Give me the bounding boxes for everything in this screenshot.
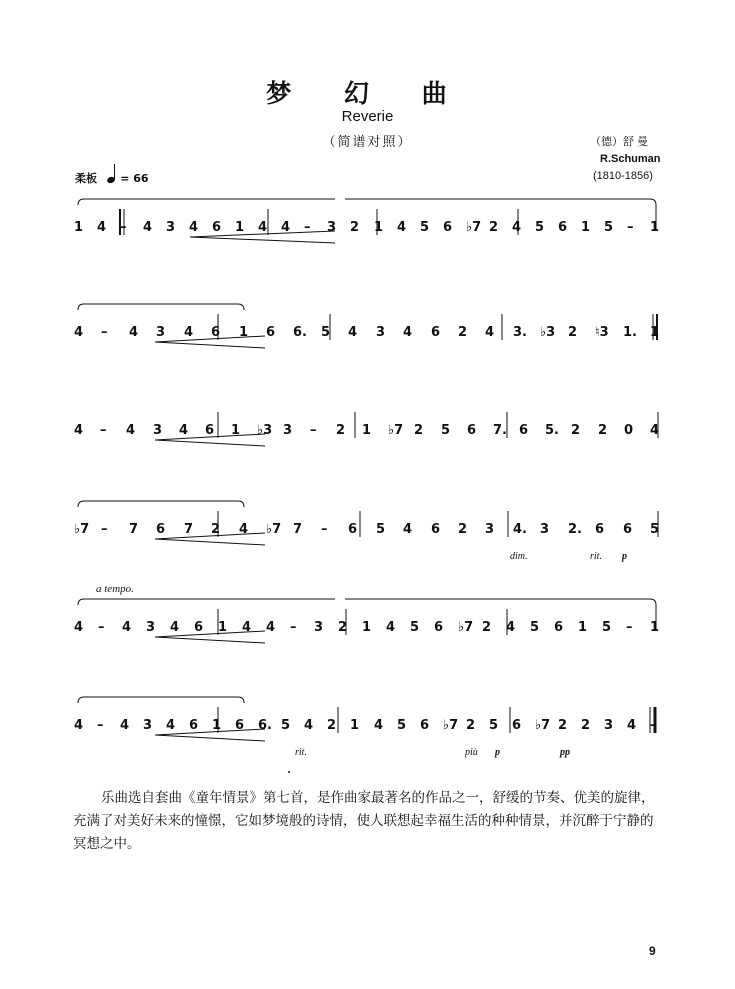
note-token: 4 [184,325,194,340]
note-token: 3 [327,220,337,235]
note-token: – [98,620,105,635]
note-token: 5 [321,325,331,340]
page-number: 9 [649,944,656,958]
note-token: 1 [218,620,228,635]
note-token: 4 [650,423,660,438]
note-token: 1 [239,325,249,340]
note-token: 4. [513,522,527,537]
note-token: 3 [143,718,153,733]
subtitle: Reverie [341,108,394,125]
page-title: 梦 幻 曲 [266,79,469,108]
note-token: 2 [489,220,499,235]
note-token: ♭7 [535,718,551,733]
note-token: 4 [386,620,396,635]
note-token: 6 [623,522,633,537]
note-token: 1 [212,718,222,733]
note-token: 6 [512,718,522,733]
note-token: 1 [231,423,241,438]
note-token: 7 [129,522,139,537]
note-token: 2 [327,718,337,733]
note-token: 6. [293,325,307,340]
note-token: ♭7 [74,522,90,537]
expression-mark: p [622,551,627,562]
note-token: 5 [650,522,660,537]
note-token: ♭3 [540,325,556,340]
note-token: – [101,522,108,537]
expression-mark: rit. [590,551,602,562]
note-token: 6 [212,220,222,235]
note-token: 5 [420,220,430,235]
note-token: 6 [189,718,199,733]
note-token: 5 [530,620,540,635]
expression-mark: rit. [295,747,307,758]
note-token: 6 [434,620,444,635]
note-token: 3 [166,220,176,235]
note-token: 6 [211,325,221,340]
note-token: 2 [338,620,348,635]
note-token: 4 [627,718,637,733]
note-token: 4 [348,325,358,340]
note-token: 4 [166,718,176,733]
note-token: 5 [397,718,407,733]
note-token: 3 [146,620,156,635]
expressions-line-4 [70,551,660,565]
note-token: 3 [376,325,386,340]
note-token: 6 [348,522,358,537]
note-token: 4 [170,620,180,635]
note-token: 6 [595,522,605,537]
composer-block [560,134,670,185]
note-token: 4 [74,718,84,733]
score-line-2 [70,300,660,360]
intro-paragraph: 乐曲选自套曲《童年情景》第七首，是作曲家最著名的作品之一，舒缓的节奏、优美的旋律，充满了对美好未来的憧憬，它如梦境般的诗情，使人联想起幸福生活的种种情景，并沉醉于宁静的冥想之中。 [73,790,655,852]
note-token: 3 [604,718,614,733]
note-token: – [626,620,633,635]
note-token: 2 [482,620,492,635]
notes-line-1 [70,220,660,242]
note-token: 5 [602,620,612,635]
note-token: 3 [283,423,293,438]
note-token: ♮3 [595,325,609,340]
note-token: 4 [506,620,516,635]
note-token: – [100,423,107,438]
note-token: – [97,718,104,733]
note-token: 4 [266,620,276,635]
note-token: 5. [545,423,559,438]
note-token: 4 [74,620,84,635]
note-token: 4 [74,325,84,340]
notes-line-2 [70,325,660,347]
note-token: 6 [266,325,276,340]
note-token: 4 [403,325,413,340]
note-token: 2. [568,522,582,537]
notes-line-3 [70,423,660,445]
note-token: 2 [598,423,608,438]
expressions-line-6 [70,747,660,761]
note-token: ♭3 [257,423,273,438]
note-token: 4 [74,423,84,438]
score-line-6 [70,693,660,758]
note-token: ♭7 [443,718,459,733]
note-token: 2 [336,423,346,438]
note-token: 4 [403,522,413,537]
note-token: 2 [458,522,468,537]
note-token: 7 [293,522,303,537]
note-token: – [304,220,311,235]
note-token: 2 [581,718,591,733]
note-token: 6 [194,620,204,635]
note-token: 5 [489,718,499,733]
note-stem [114,164,116,179]
note-token: 1 [350,718,360,733]
note-token: 6. [258,718,272,733]
note-token: 5 [535,220,545,235]
note-token: 6 [431,522,441,537]
note-token: 4 [485,325,495,340]
note-token: – [290,620,297,635]
note-token: ♭7 [266,522,282,537]
note-token: – [627,220,634,235]
subtitle-cn: （简谱对照） [322,135,413,150]
notes-line-6 [70,718,660,740]
score-line-4 [70,497,660,562]
note-token: 3. [513,325,527,340]
note-token: 4 [120,718,130,733]
note-token: – [650,718,657,733]
note-token: 6 [156,522,166,537]
composer-cn: （德）舒 曼 [590,136,649,148]
note-token: 6 [554,620,564,635]
note-token: 6 [467,423,477,438]
note-token: 2 [571,423,581,438]
score-line-5 [70,583,660,655]
note-token: 4 [143,220,153,235]
note-token: 4 [374,718,384,733]
note-token: 6 [519,423,529,438]
composer-en: R.Schuman [600,153,661,165]
note-token: 6 [235,718,245,733]
note-token: 4 [512,220,522,235]
note-token: 3 [485,522,495,537]
note-token: 5 [281,718,291,733]
note-token: 4 [397,220,407,235]
note-token: 5 [441,423,451,438]
note-token: 4 [189,220,199,235]
note-token: 1 [581,220,591,235]
note-token: 2 [568,325,578,340]
note-token: 7. [493,423,507,438]
note-token: 1 [235,220,245,235]
note-token: 5 [376,522,386,537]
score-line-1 [70,195,660,255]
expression-mark: p [495,747,500,758]
note-token: ♭7 [458,620,474,635]
note-token: 1. [623,325,637,340]
note-token: 4 [122,620,132,635]
note-token: 1 [650,325,660,340]
note-token: 6 [205,423,215,438]
note-token: 6 [420,718,430,733]
note-token: 1 [74,220,84,235]
note-token: – [321,522,328,537]
note-token: 3 [314,620,324,635]
note-token: 4 [304,718,314,733]
expression-mark: dim. [510,551,528,562]
note-token: 3 [156,325,166,340]
note-token: – [101,325,108,340]
note-token: 4 [239,522,249,537]
note-token: 6 [431,325,441,340]
note-token: 6 [558,220,568,235]
note-token: 4 [129,325,139,340]
note-token: 2 [211,522,221,537]
note-token: 4 [258,220,268,235]
note-token: 4 [179,423,189,438]
note-token: 4 [281,220,291,235]
expression-mark: più [465,747,478,758]
note-token: 4 [126,423,136,438]
note-token: 4 [97,220,107,235]
note-token: 5 [604,220,614,235]
stray-dot [288,771,290,773]
note-token: 7 [184,522,194,537]
tempo-value: = 66 [120,172,149,185]
note-token: 4 [242,620,252,635]
note-token: ♭7 [388,423,404,438]
note-token: 2 [414,423,424,438]
note-token: 2 [466,718,476,733]
composer-years: (1810-1856) [593,170,653,182]
score-line-3 [70,398,660,458]
note-token: 0 [624,423,634,438]
expression-mark: pp [560,747,570,758]
note-token: 1 [650,620,660,635]
note-token: – [120,220,127,235]
note-token: 2 [458,325,468,340]
note-token: 5 [410,620,420,635]
tempo-label: 柔板 [75,172,97,185]
note-token: 1 [362,620,372,635]
a-tempo-label: a tempo. [96,583,134,595]
notes-line-5 [70,620,660,642]
note-token: 1 [578,620,588,635]
note-token: 2 [350,220,360,235]
notes-line-4 [70,522,660,544]
note-token: 6 [443,220,453,235]
note-token: 3 [540,522,550,537]
note-token: 3 [153,423,163,438]
note-token: 2 [558,718,568,733]
note-token: 1 [362,423,372,438]
note-token: – [310,423,317,438]
note-token: 1 [374,220,384,235]
note-token: 1 [650,220,660,235]
tempo-marking [75,167,149,186]
note-token: ♭7 [466,220,482,235]
